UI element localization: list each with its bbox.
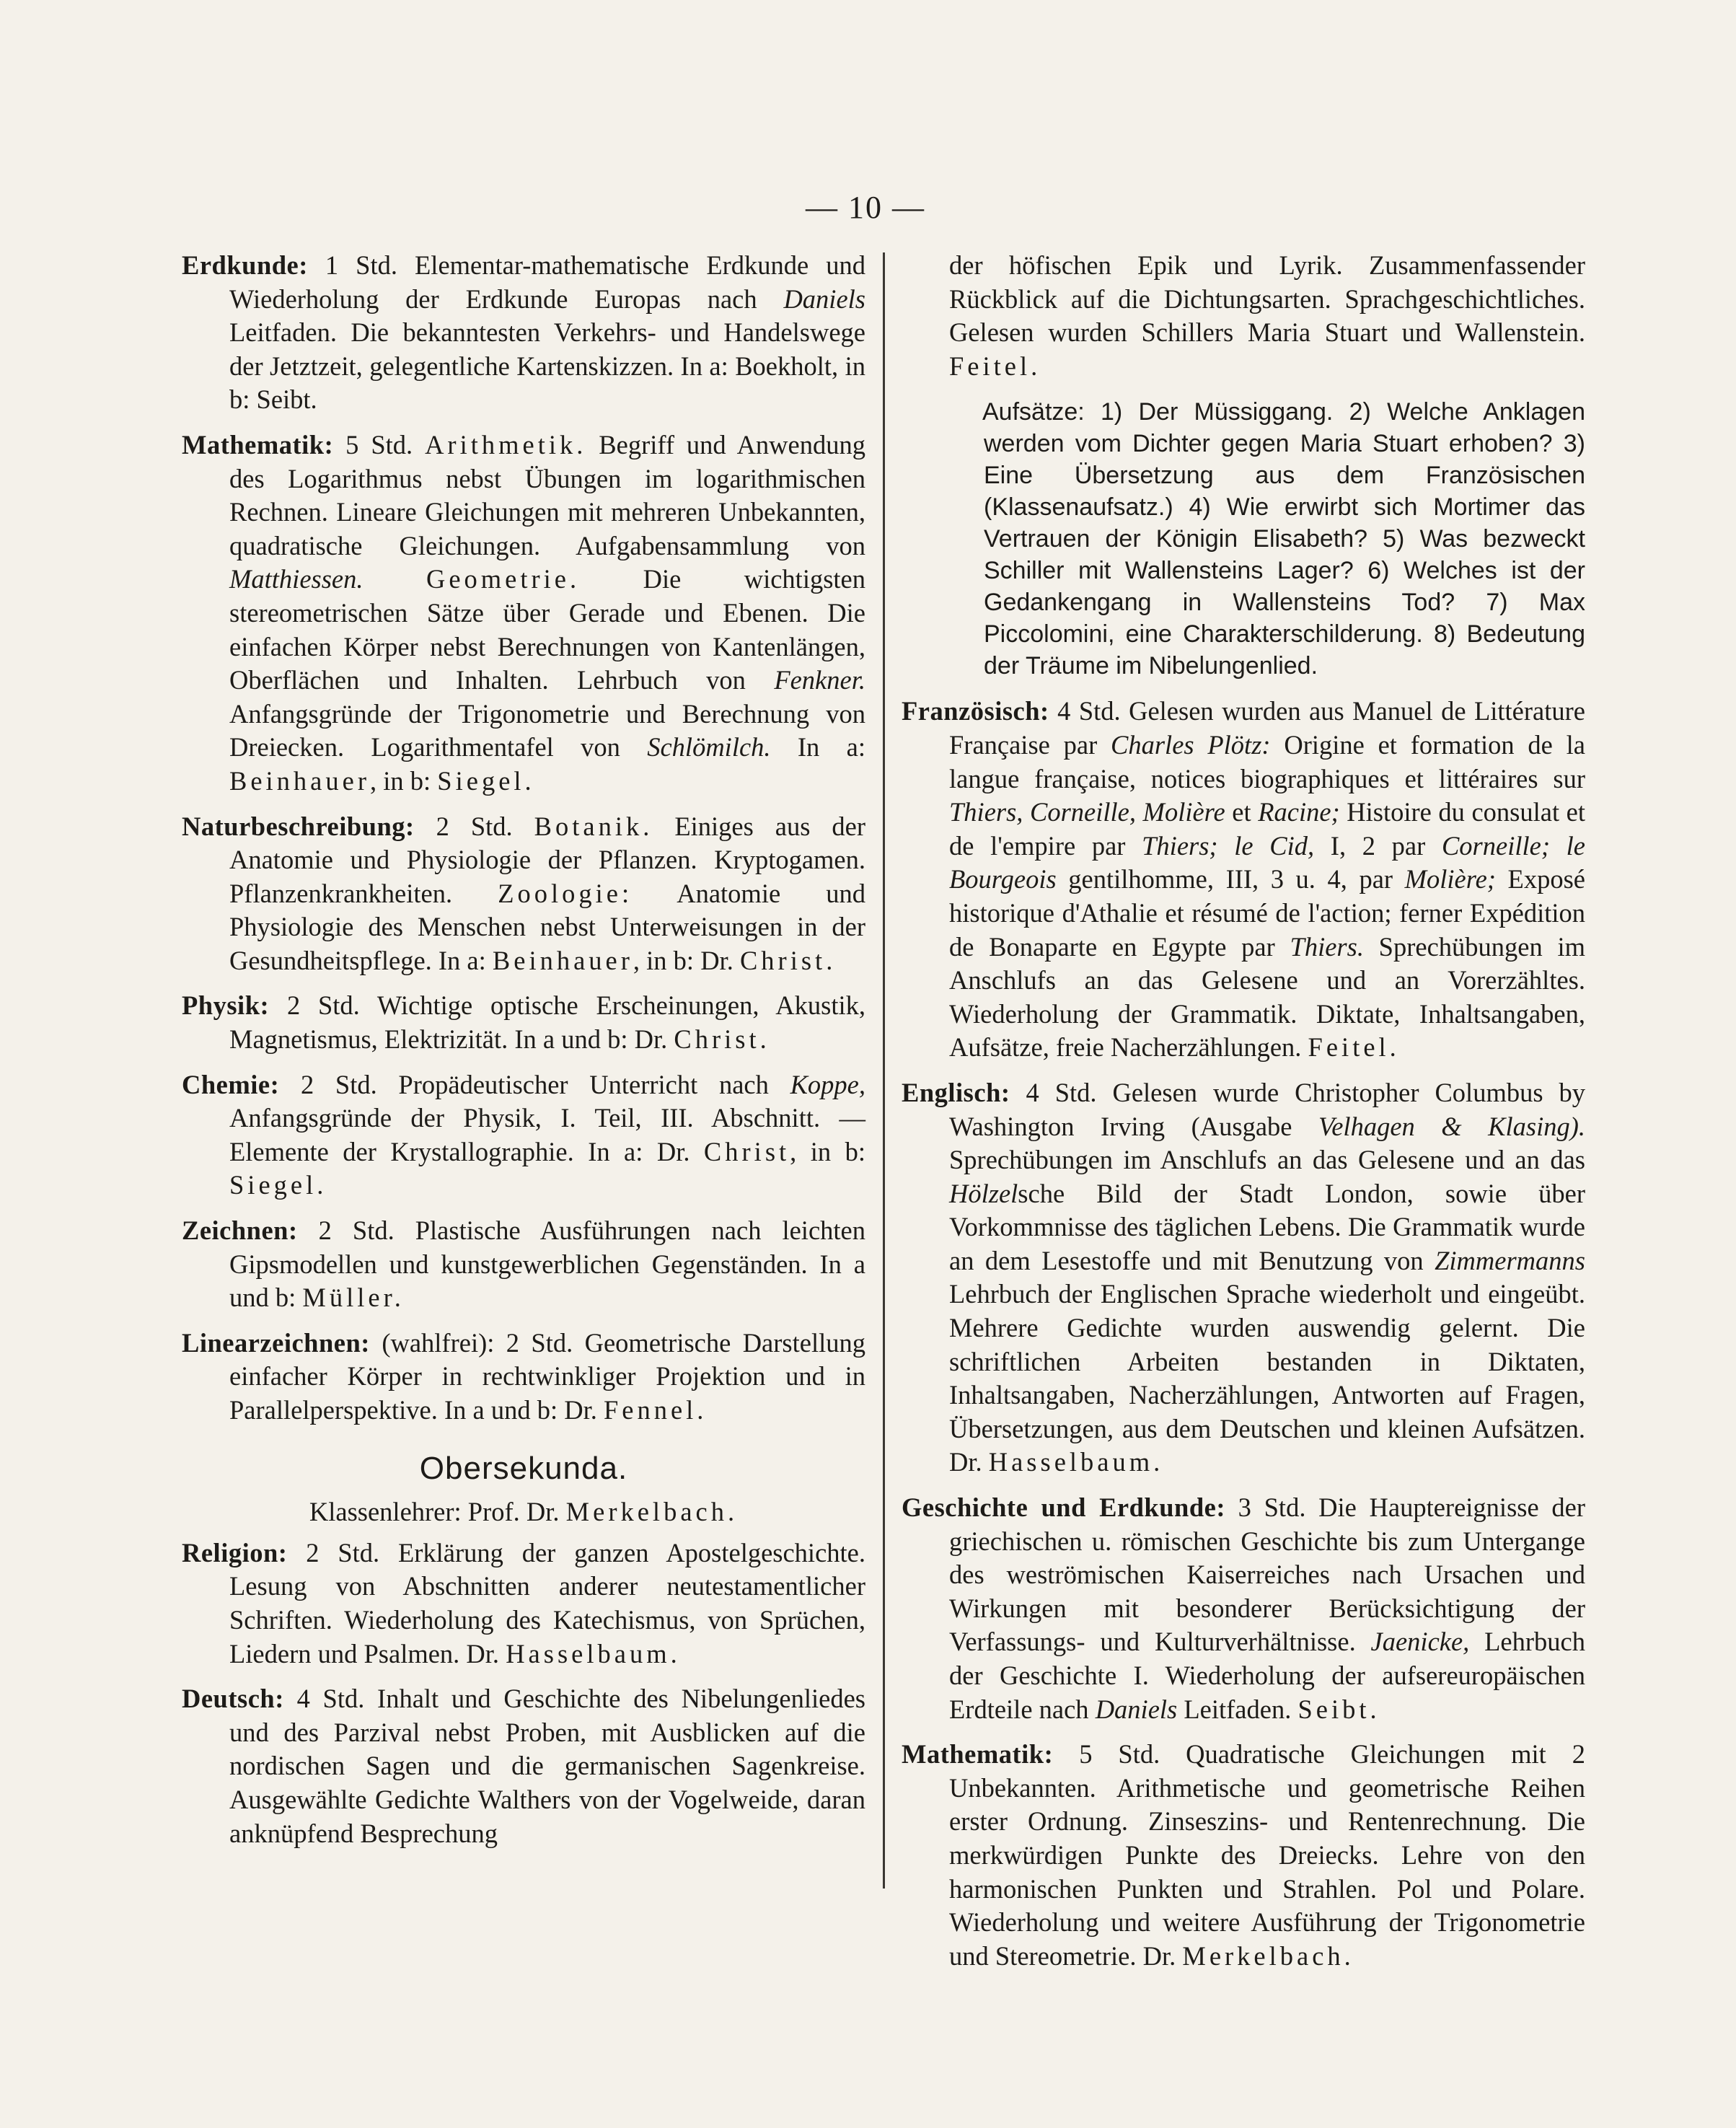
entry-italic: Charles Plötz: (1111, 729, 1271, 760)
entry-text: I, 2 par (1314, 830, 1442, 861)
entry-englisch (902, 1076, 1585, 1480)
entry-italic: Velhagen & Klasing). (1318, 1111, 1585, 1141)
entry-text: , in b: (790, 1136, 865, 1166)
subject-label: Erdkunde: (182, 250, 308, 280)
entry-text: Sprechübungen im Anschlufs an das Gelesene und an das (949, 1145, 1585, 1175)
entry-text: gentilhomme, III, 3 u. 4, par (1056, 864, 1405, 894)
spaced-text: Hasselbaum. (506, 1638, 681, 1668)
entry-text: 4 Std. Gelesen wurde Christopher Columbus by Washington Irving (Ausgabe (949, 1077, 1585, 1141)
entry-text (1550, 831, 1567, 861)
entry-text: 2 Std. Wichtige optische Erscheinungen, Akustik, Magnetismus, Elektrizität. In a und b: Dr. (229, 990, 865, 1055)
entry-linearzeichnen (182, 1327, 865, 1428)
entry-italic: Zimmermanns (1435, 1245, 1585, 1275)
entry-italic: Thiers, Corneille, Molière (949, 797, 1225, 827)
entry-italic: Racine; (1258, 797, 1340, 827)
entry-text: 4 Std. Inhalt und Geschichte des Nibelungenliedes und des Parzival nebst Proben, mit Ausblicken auf die nordischen Sagen und die germanischen Sagenkreise. Ausgewählte Gedichte Walthers von der Vogelweide, daran anknüpfend Besprechung (229, 1684, 865, 1848)
entry-text: Anatomie und Physiologie des Menschen nebst Unterweisungen in der Gesundheitspflege. In a: (229, 878, 866, 975)
left-column (182, 249, 865, 1862)
entry-text: sche Bild der Stadt London, sowie über Vorkommnisse des täglichen Lebens. Die Grammatik wurde an dem Lesestoffe und mit Benutzung von (949, 1178, 1585, 1275)
subject-label: Englisch: (902, 1077, 1010, 1107)
subject-label: Französisch: (902, 696, 1049, 726)
right-column (902, 249, 1585, 1984)
entry-text: , in b: Dr. (633, 945, 740, 975)
essay-topics: Aufsätze: 1) Der Müssiggang. 2) Welche Anklagen werden vom Dichter gegen Maria Stuart erhoben? 3) Eine Übersetzung aus dem Französischen (Klassenaufsatz.) 4) Wie erwirbt sich Mortimer das Vertrauen der Königin Elisabeth? 5) Was bezweckt Schiller mit Wallensteins Lager? 6) Welches ist der Gedankengang in Wallensteins Tod? 7) Max Piccolomini, eine Charakterschilderung. 8) Bedeutung der Träume im Nibelungenlied. (982, 398, 1585, 680)
spaced-text: Christ (703, 1136, 790, 1166)
entry-text: 2 Std. Plastische Ausführungen nach leichten Gipsmodellen und kunstgewerblichen Gegenständen. In a und b: (229, 1215, 865, 1313)
spaced-text: Christ. (739, 945, 837, 975)
entry-text: Klassenlehrer: Prof. Dr. (309, 1497, 566, 1527)
subject-label: Chemie: (182, 1069, 280, 1099)
entry-italic: Koppe, (790, 1069, 865, 1099)
entry-text: 2 Std. Erklärung der ganzen Apostelgeschichte. Lesung von Abschnitten anderer neutestamentlicher Schriften. Wiederholung des Katechismus, von Sprüchen, Liedern und Psalmen. Dr. (229, 1537, 865, 1668)
entry-text: 2 Std. Propädeutischer Unterricht nach (279, 1069, 790, 1099)
spaced-text: Zoologie: (498, 878, 633, 908)
spaced-text: Siegel. (229, 1170, 327, 1200)
spaced-text: Botanik. (534, 811, 653, 841)
entry-italic: Hölzel (949, 1178, 1018, 1208)
entry-text: 2 Std. (414, 811, 534, 841)
entry-text: Lehrbuch der Englischen Sprache wiederholt und eingeübt. Mehrere Gedichte wurden auswendig gelernt. Die schriftlichen Arbeiten bestanden in Diktaten, Inhaltsangaben, Nacherzählungen, Antworten auf Fragen, Übersetzungen, aus dem Deutschen und kleinen Aufsätzen. Dr. (949, 1279, 1585, 1477)
entry-chemie (182, 1068, 865, 1203)
spaced-text: Seibt. (1297, 1694, 1380, 1724)
subject-label: Zeichnen: (182, 1215, 298, 1246)
entry-italic: Thiers; (1142, 830, 1218, 861)
entry-text: Exposé historique d'Athalie et résumé de l'action; ferner Expédition de Bonaparte en Egypte par (949, 864, 1585, 962)
entry-text: der höfischen Epik und Lyrik. Zusammenfassender Rückblick auf die Dichtungsarten. Sprachgeschichtliches. Gelesen wurden Schillers Maria Stuart und Wallenstein. (949, 250, 1585, 348)
entry-text (1218, 831, 1235, 861)
entry-erdkunde (182, 249, 865, 417)
entry-text: Origine et formation de la langue française, notices biographiques et littéraires sur (949, 729, 1585, 793)
entry-italic: le Cid, (1234, 830, 1315, 861)
section-heading: Obersekunda. (419, 1450, 628, 1486)
entry-italic: Fenkner. (774, 665, 865, 695)
spaced-text: Merkelbach. (565, 1497, 739, 1527)
subject-label: Deutsch: (182, 1684, 284, 1714)
spaced-text: Feitel. (1308, 1032, 1400, 1063)
entry-text: 4 Std. Gelesen wurden aus Manuel de Littérature Française par (949, 696, 1585, 760)
entry-text: , in b: (370, 765, 438, 796)
column-divider (883, 252, 885, 1889)
entry-religion (182, 1536, 865, 1671)
subject-label: Naturbeschreibung: (182, 811, 415, 841)
entry-zeichnen (182, 1214, 865, 1315)
entry-italic: Thiers. (1290, 931, 1364, 962)
entry-text (363, 564, 426, 594)
entry-italic: Molière; (1404, 864, 1496, 894)
spaced-text: Geometrie. (426, 564, 581, 594)
entry-text: 3 Std. Die Hauptereignisse der griechischen u. römischen Geschichte bis zum Untergange des weströmischen Kaiserreiches nach Ursachen und Wirkungen mit besonderer Berücksichtigung der Verfassungs- und Kulturverhältnisse. (949, 1492, 1585, 1657)
entry-text: et (1225, 797, 1259, 827)
entry-text: Leitfaden. Die bekanntesten Verkehrs- und Handelswege der Jetztzeit, gelegentliche Kartenskizzen. In a: Boekholt, in b: Seibt. (229, 317, 865, 415)
entry-italic: Daniels (783, 283, 865, 314)
page-number: — 10 — (806, 190, 925, 225)
subject-label: Religion: (182, 1537, 288, 1568)
entry-text: (wahlfrei): 2 Std. Geometrische Darstellung einfacher Körper in rechtwinkliger Projektion und in Parallelperspektive. In a und b: Dr. (229, 1327, 865, 1425)
entry-italic: Daniels (1095, 1694, 1178, 1724)
spaced-text: Christ. (674, 1024, 770, 1055)
entry-text: Anfangsgründe der Physik, I. Teil, III. Abschnitt. — Elemente der Krystallographie. In a: Dr. (229, 1103, 865, 1166)
spaced-text: Feitel. (949, 351, 1041, 381)
entry-franzoesisch (902, 695, 1585, 1065)
subject-label: Physik: (182, 990, 270, 1021)
subject-label: Geschichte und Erdkunde: (902, 1492, 1225, 1523)
spaced-text: Beinhauer (229, 765, 370, 796)
entry-text: Leitfaden. (1177, 1694, 1298, 1724)
entry-text: Einiges aus der Anatomie und Physiologie der Pflanzen. Kryptogamen. Pflanzenkrankheiten. (229, 811, 865, 908)
spaced-text: Hasselbaum. (988, 1447, 1164, 1477)
entry-italic: Jaenicke, (1370, 1627, 1470, 1657)
spaced-text: Siegel. (437, 765, 535, 796)
entry-deutsch (182, 1682, 865, 1850)
entry-mathematik-obersekunda (902, 1738, 1585, 1973)
spaced-text: Fennel. (603, 1395, 708, 1425)
entry-text: 5 Std. Quadratische Gleichungen mit 2 Unbekannten. Arithmetische und geometrische Reihen erster Ordnung. Zinseszins- und Rentenrechnung. Die merkwürdigen Punkte des Dreiecks. Lehre von den harmonischen Punkten und Strahlen. Pol und Polare. Wiederholung und weitere Ausführung der Trigonometrie und Stereometrie. Dr. (949, 1739, 1585, 1971)
subject-label: Mathematik: (182, 429, 334, 460)
entry-text: 1 Std. Elementar-mathematische Erdkunde und Wiederholung der Erdkunde Europas nach (229, 250, 865, 314)
entry-geschichte (902, 1491, 1585, 1726)
entry-text: Begriff und Anwendung des Logarithmus nebst Übungen im logarithmischen Rechnen. Lineare Gleichungen mit mehreren Unbekannten, quadratische Gleichungen. Aufgabensammlung von (229, 429, 865, 560)
entry-text: In a: (770, 732, 865, 762)
subject-label: Mathematik: (902, 1739, 1054, 1769)
subject-label: Linearzeichnen: (182, 1327, 370, 1358)
entry-mathematik (182, 428, 865, 799)
entry-text: Sprechübungen im Anschlufs an das Gelesene und an Vorerzähltes. Wiederholung der Grammatik. Diktate, Inhaltsangaben, Aufsätze, freie Nacherzählungen. (949, 931, 1585, 1063)
class-teacher (182, 1495, 865, 1529)
entry-text: Die wichtigsten stereometrischen Sätze über Gerade und Ebenen. Die einfachen Körper nebst Berechnungen von Kantenlängen, Oberflächen und Inhalten. Lehrbuch von (229, 564, 866, 695)
entry-text: Histoire du consulat et de l'empire par (949, 797, 1585, 861)
entry-text: Anfangsgründe der Trigonometrie und Berechnung von Dreiecken. Logarithmentafel von (229, 698, 865, 762)
spaced-text: Merkelbach. (1182, 1940, 1354, 1971)
entry-text: 5 Std. (333, 429, 426, 460)
spaced-text: Beinhauer (492, 945, 633, 975)
entry-physik (182, 989, 865, 1056)
entry-italic: Schlömilch. (647, 732, 771, 762)
entry-deutsch-continued (902, 249, 1585, 383)
spaced-text: Müller. (302, 1283, 405, 1313)
entry-italic: Corneille; (1441, 830, 1550, 861)
entry-italic: Matthiessen. (229, 564, 363, 594)
entry-italic: le Bourgeois (949, 830, 1585, 894)
spaced-text: Arithmetik. (425, 429, 587, 460)
entry-naturbeschreibung (182, 810, 865, 978)
entry-text: Lehrbuch der Geschichte I. Wiederholung der aufsereuropäischen Erdteile nach (949, 1627, 1585, 1724)
